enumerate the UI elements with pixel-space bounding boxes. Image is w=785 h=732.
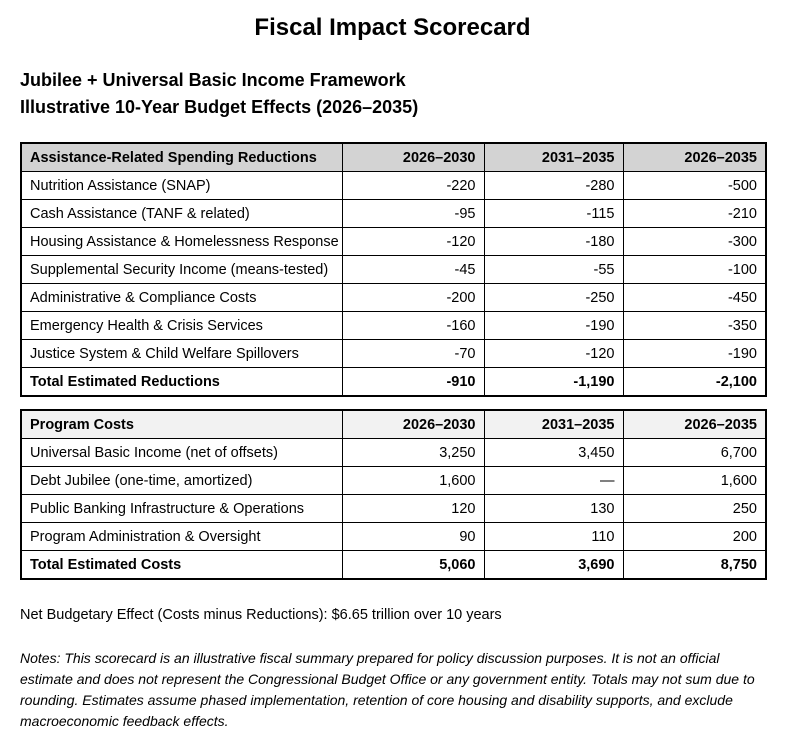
table-row: [21, 256, 766, 284]
cell-value: 3,250: [342, 439, 484, 467]
net-budgetary-effect-text: Net Budgetary Effect (Costs minus Reductions): $6.65 trillion over 10 years: [20, 607, 502, 623]
total-value: 8,750: [623, 551, 766, 580]
table-title-header: Program Costs: [21, 410, 342, 439]
table-title-header: Assistance-Related Spending Reductions: [21, 143, 342, 172]
total-value: -910: [342, 368, 484, 397]
total-value: 3,690: [484, 551, 623, 580]
period-column-header: 2026–2035: [623, 410, 766, 439]
row-label: Justice System & Child Welfare Spillovers: [21, 340, 342, 368]
total-label: Total Estimated Costs: [21, 551, 342, 580]
row-label: Debt Jubilee (one-time, amortized): [21, 467, 342, 495]
cell-value: -45: [342, 256, 484, 284]
row-label: Administrative & Compliance Costs: [21, 284, 342, 312]
table-total-row: [21, 368, 766, 397]
cell-value: -300: [623, 228, 766, 256]
table-row: [21, 172, 766, 200]
cell-value: 200: [623, 523, 766, 551]
table-row: [21, 312, 766, 340]
row-label: Program Administration & Oversight: [21, 523, 342, 551]
row-label: Emergency Health & Crisis Services: [21, 312, 342, 340]
reductions-table: [20, 142, 767, 397]
table-row: [21, 439, 766, 467]
row-label: Nutrition Assistance (SNAP): [21, 172, 342, 200]
row-label: Public Banking Infrastructure & Operations: [21, 495, 342, 523]
row-label: Supplemental Security Income (means-tested): [21, 256, 342, 284]
table-header-row: [21, 143, 766, 172]
cell-value: -220: [342, 172, 484, 200]
cell-value: -115: [484, 200, 623, 228]
cell-value: -190: [484, 312, 623, 340]
cell-value: -210: [623, 200, 766, 228]
cell-value: 1,600: [342, 467, 484, 495]
cell-value: -120: [484, 340, 623, 368]
cell-value: -100: [623, 256, 766, 284]
period-column-header: 2031–2035: [484, 410, 623, 439]
cell-value: 6,700: [623, 439, 766, 467]
subtitle-line-1: Jubilee + Universal Basic Income Framework: [20, 70, 406, 90]
subtitle: [20, 67, 765, 121]
cell-value: -350: [623, 312, 766, 340]
cell-value: —: [484, 467, 623, 495]
cell-value: 120: [342, 495, 484, 523]
table-row: [21, 523, 766, 551]
subtitle-line-2: Illustrative 10-Year Budget Effects (2026–2035): [20, 97, 419, 117]
total-value: -1,190: [484, 368, 623, 397]
cell-value: -95: [342, 200, 484, 228]
table-row: [21, 200, 766, 228]
total-value: 5,060: [342, 551, 484, 580]
cell-value: 1,600: [623, 467, 766, 495]
cell-value: -200: [342, 284, 484, 312]
cell-value: -280: [484, 172, 623, 200]
table-header-row: [21, 410, 766, 439]
cell-value: 130: [484, 495, 623, 523]
cell-value: 3,450: [484, 439, 623, 467]
cell-value: 110: [484, 523, 623, 551]
period-column-header: 2026–2030: [342, 143, 484, 172]
row-label: Universal Basic Income (net of offsets): [21, 439, 342, 467]
cell-value: -180: [484, 228, 623, 256]
row-label: Housing Assistance & Homelessness Response: [21, 228, 342, 256]
table-row: [21, 284, 766, 312]
period-column-header: 2026–2035: [623, 143, 766, 172]
cell-value: -190: [623, 340, 766, 368]
total-value: -2,100: [623, 368, 766, 397]
cell-value: -55: [484, 256, 623, 284]
cell-value: 90: [342, 523, 484, 551]
table-row: [21, 340, 766, 368]
cell-value: 250: [623, 495, 766, 523]
notes-text: Notes: This scorecard is an illustrative fiscal summary prepared for policy discussion purposes. It is not an official estimate and does not represent the Congressional Budget Office or any government entity. Totals may not sum due to rounding. Estimates assume phased implementation, retention of core housing and disability supports, and exclude macroeconomic feedback effects.: [20, 650, 755, 729]
page-title: Fiscal Impact Scorecard: [254, 14, 531, 41]
costs-table: [20, 409, 767, 580]
total-label: Total Estimated Reductions: [21, 368, 342, 397]
period-column-header: 2031–2035: [484, 143, 623, 172]
cell-value: -160: [342, 312, 484, 340]
table-row: [21, 495, 766, 523]
cell-value: -500: [623, 172, 766, 200]
cell-value: -70: [342, 340, 484, 368]
table-row: [21, 467, 766, 495]
table-row: [21, 228, 766, 256]
period-column-header: 2026–2030: [342, 410, 484, 439]
cell-value: -250: [484, 284, 623, 312]
row-label: Cash Assistance (TANF & related): [21, 200, 342, 228]
cell-value: -450: [623, 284, 766, 312]
cell-value: -120: [342, 228, 484, 256]
table-total-row: [21, 551, 766, 580]
